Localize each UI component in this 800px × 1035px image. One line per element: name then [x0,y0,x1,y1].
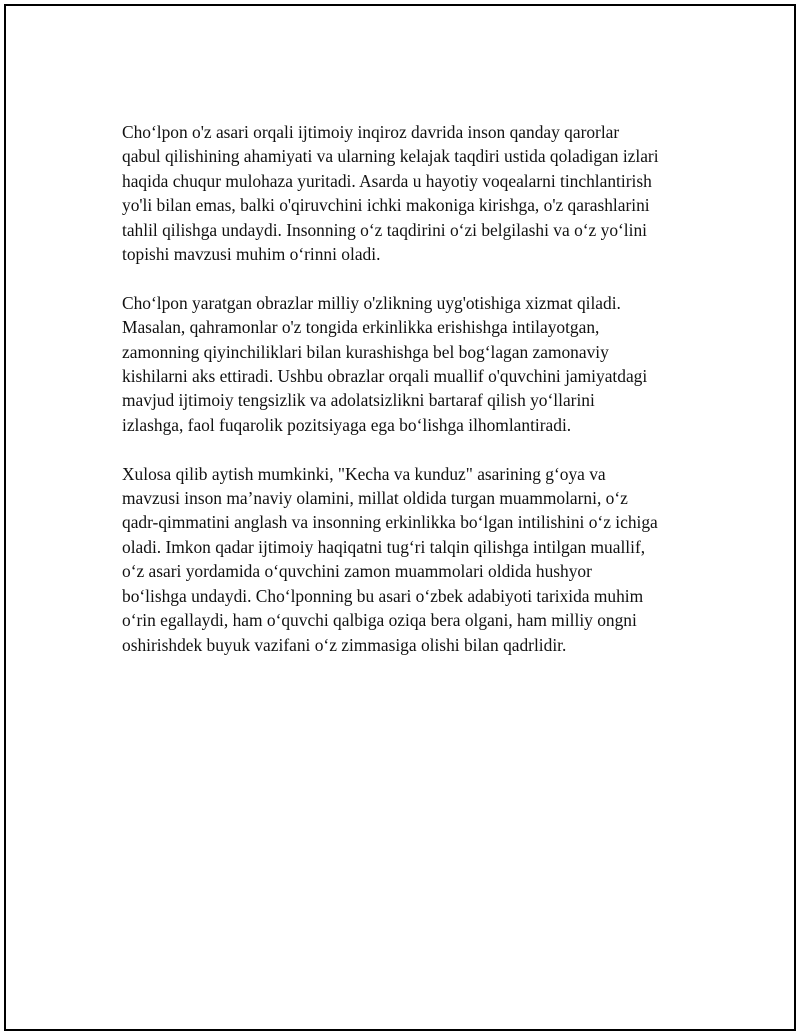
document-body [122,120,702,681]
text-line: qabul qilishining ahamiyati va ularning kelajak taqdiri ustida qoladigan izlari [122,146,659,167]
text-line: zamonning qiyinchiliklari bilan kurashishga bel bog‘lagan zamonaviy [122,341,609,362]
text-line: o‘rin egallaydi, ham o‘quvchi qalbiga oziqa bera olgani, ham milliy ongni [122,610,637,631]
text-line: Cho‘lpon o'z asari orqali ijtimoiy inqiroz davrida inson qanday qarorlar [122,122,620,142]
text-line: oshirishdek buyuk vazifani o‘z zimmasiga olishi bilan qadrlidir. [122,634,567,655]
paragraph-3 [122,462,702,657]
text-line: tahlil qilishga undaydi. Insonning o‘z taqdirini o‘zi belgilashi va o‘z yo‘lini [122,219,647,240]
text-line: Cho‘lpon yaratgan obrazlar milliy o'zlikning uyg'otishiga xizmat qiladi. [122,292,621,313]
text-line: yo'li bilan emas, balki o'qiruvchini ichki makoniga kirishga, o'z qarashlarini [122,195,650,216]
text-line: mavzusi inson ma’naviy olamini, millat oldida turgan muammolarni, o‘z [122,488,628,509]
text-line: mavjud ijtimoiy tengsizlik va adolatsizlikni bartaraf qilish yo‘llarini [122,390,595,411]
text-line: Xulosa qilib aytish mumkinki, "Kecha va kunduz" asarining g‘oya va [122,463,606,484]
text-line: izlashga, faol fuqarolik pozitsiyaga ega bo‘lishga ilhomlantiradi. [122,414,572,435]
text-line: bo‘lishga undaydi. Cho‘lponning bu asari o‘zbek adabiyoti tarixida muhim [122,585,644,606]
text-line: oladi. Imkon qadar ijtimoiy haqiqatni tug‘ri talqin qilishga intilgan muallif, [122,536,646,557]
text-line: Masalan, qahramonlar o'z tongida erkinlikka erishishga intilayotgan, [122,317,600,338]
text-line: topishi mavzusi muhim o‘rinni oladi. [122,244,381,265]
paragraph-2 [122,291,702,437]
text-line: qadr-qimmatini anglash va insonning erkinlikka bo‘lgan intilishini o‘z ichiga [122,512,658,533]
text-line: kishilarni aks ettiradi. Ushbu obrazlar orqali muallif o'quvchini jamiyatdagi [122,366,648,387]
text-line: o‘z asari yordamida o‘quvchini zamon muammolari oldida hushyor [122,561,592,582]
paragraph-1 [122,120,702,266]
document-page [4,4,796,1031]
text-line: haqida chuqur mulohaza yuritadi. Asarda u hayotiy voqealarni tinchlantirish [122,170,652,191]
